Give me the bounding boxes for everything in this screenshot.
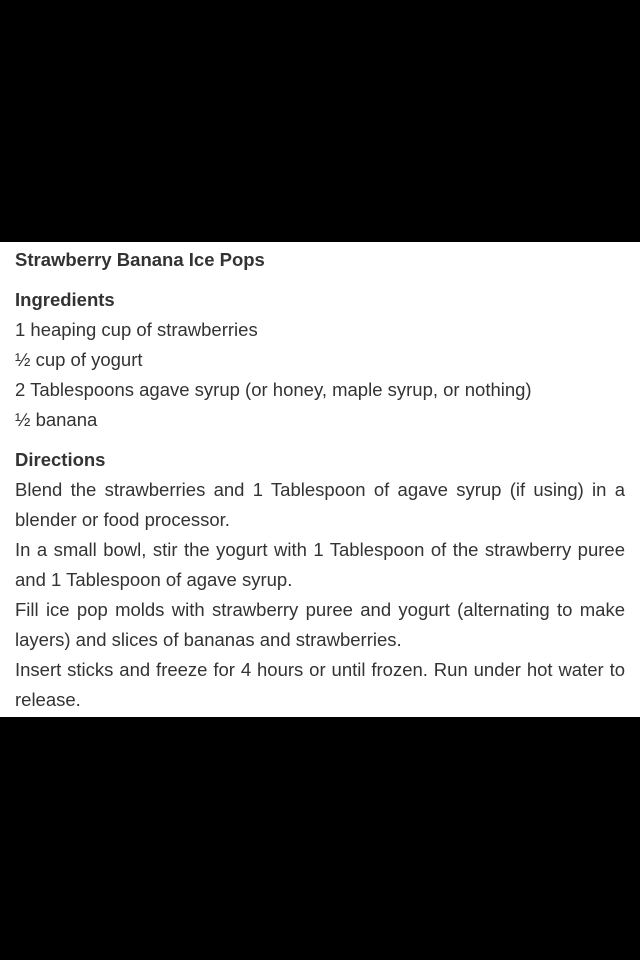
direction-step: Insert sticks and freeze for 4 hours or until frozen. Run under hot water to release. xyxy=(15,659,625,710)
ingredient-item: 2 Tablespoons agave syrup (or honey, maple syrup, or nothing) xyxy=(15,379,532,400)
directions-heading: Directions xyxy=(15,449,106,470)
recipe-title: Strawberry Banana Ice Pops xyxy=(15,249,265,270)
ingredients-heading: Ingredients xyxy=(15,289,115,310)
ingredients-section xyxy=(15,285,625,435)
direction-step: Blend the strawberries and 1 Tablespoon of agave syrup (if using) in a blender or food processor. xyxy=(15,479,625,530)
direction-step: Fill ice pop molds with strawberry puree and yogurt (alternating to make layers) and slices of bananas and strawberries. xyxy=(15,599,625,650)
ingredient-item: ½ cup of yogurt xyxy=(15,349,143,370)
recipe-card xyxy=(0,242,640,717)
ingredient-item: 1 heaping cup of strawberries xyxy=(15,319,258,340)
directions-section xyxy=(15,445,625,715)
ingredient-item: ½ banana xyxy=(15,409,98,430)
direction-step: In a small bowl, stir the yogurt with 1 Tablespoon of the strawberry puree and 1 Tablespoon of agave syrup. xyxy=(15,539,625,590)
